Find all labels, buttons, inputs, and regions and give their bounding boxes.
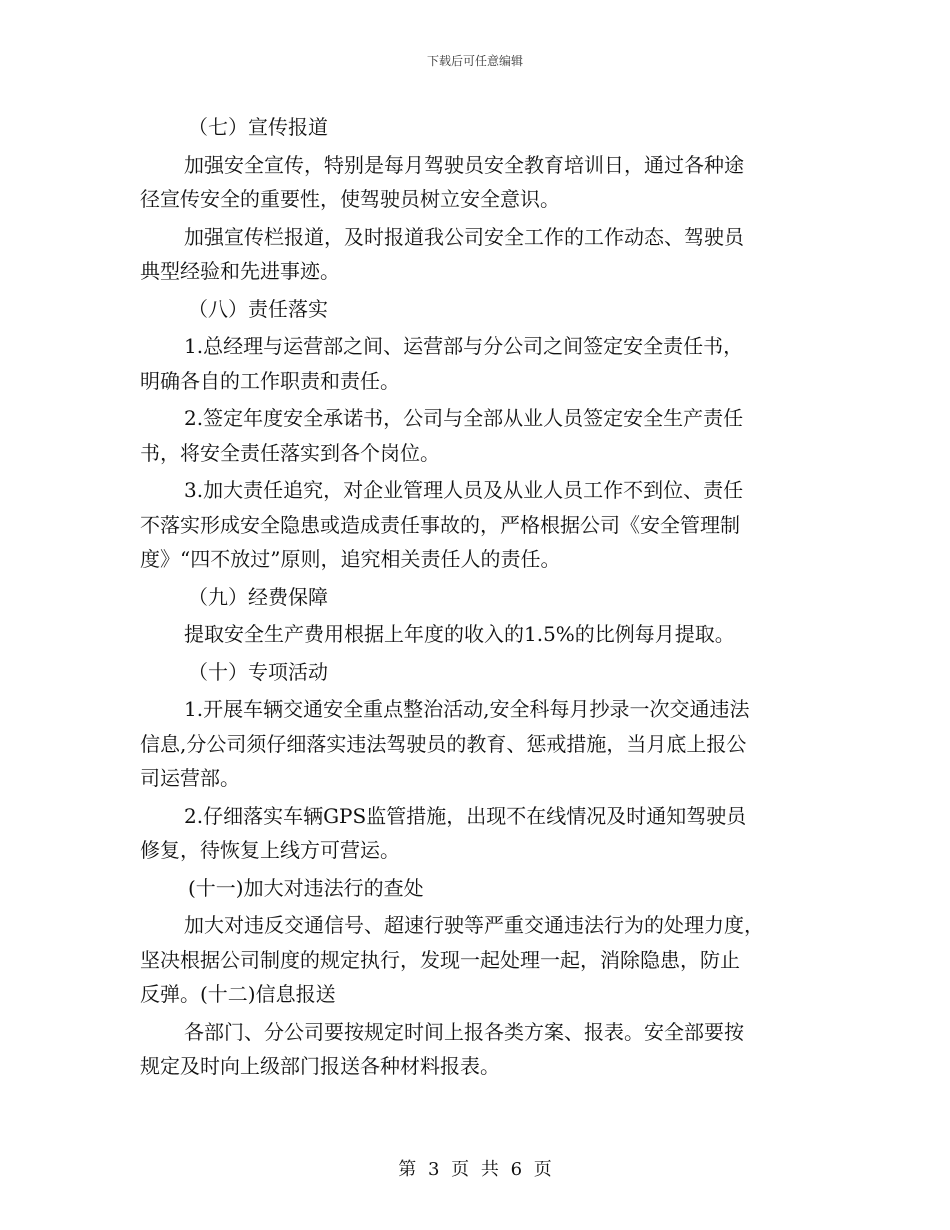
paragraph-line: 典型经验和先进事迹。 bbox=[140, 259, 340, 283]
paragraph-line: 反弹。(十二)信息报送 bbox=[140, 982, 336, 1006]
paragraph-line: 提取安全生产费用根据上年度的收入的1.5%的比例每月提取。 bbox=[184, 622, 735, 646]
paragraph-line: 1.总经理与运营部之间、运营部与分公司之间签定安全责任书， bbox=[184, 334, 744, 358]
paragraph-line: 2.签定年度安全承诺书，公司与全部从业人员签定安全生产责任 bbox=[184, 406, 744, 430]
paragraph-line: 信息,分公司须仔细落实违法驾驶员的教育、惩戒措施，当月底上报公 bbox=[140, 731, 747, 756]
paragraph-line: 不落实形成安全隐患或造成责任事故的，严格根据公司《安全管理制 bbox=[140, 512, 740, 537]
paragraph-line: 1.开展车辆交通安全重点整治活动,安全科每月抄录一次交通违法 bbox=[184, 697, 750, 721]
section-heading-enforcement: (十一)加大对违法行的查处 bbox=[188, 875, 424, 900]
section-heading-funding: （九）经费保障 bbox=[188, 584, 328, 609]
section-heading-special-activities: （十）专项活动 bbox=[188, 659, 328, 684]
document-body bbox=[140, 110, 806, 1084]
page-header: 下载后可任意编辑 bbox=[426, 54, 523, 68]
paragraph-line: 书，将安全责任落实到各个岗位。 bbox=[140, 440, 440, 465]
paragraph-line: 径宣传安全的重要性，使驾驶员树立安全意识。 bbox=[140, 187, 560, 211]
paragraph-line: 度》“四不放过”原则，追究相关责任人的责任。 bbox=[140, 547, 561, 571]
paragraph-line: 加强宣传栏报道，及时报道我公司安全工作的工作动态、驾驶员 bbox=[184, 224, 744, 249]
section-heading-responsibility: （八）责任落实 bbox=[188, 296, 328, 321]
page-number-footer: 第 3 页 共 6 页 bbox=[398, 1159, 552, 1180]
paragraph-line: 2.仔细落实车辆GPS监管措施，出现不在线情况及时通知驾驶员 bbox=[184, 803, 747, 828]
paragraph-line: 明确各自的工作职责和责任。 bbox=[140, 368, 400, 393]
paragraph-line: 司运营部。 bbox=[140, 766, 240, 790]
paragraph-line: 3.加大责任追究，对企业管理人员及从业人员工作不到位、责任 bbox=[184, 478, 744, 502]
paragraph-line: 修复，待恢复上线方可营运。 bbox=[140, 838, 400, 862]
paragraph-line: 加大对违反交通信号、超速行驶等严重交通违法行为的处理力度， bbox=[184, 913, 764, 937]
section-heading-publicity: （七）宣传报道 bbox=[188, 115, 328, 139]
paragraph-line: 规定及时向上级部门报送各种材料报表。 bbox=[140, 1054, 500, 1078]
paragraph-line: 坚决根据公司制度的规定执行，发现一起处理一起，消除隐患，防止 bbox=[140, 947, 740, 972]
paragraph-line: 各部门、分公司要按规定时间上报各类方案、报表。安全部要按 bbox=[184, 1019, 744, 1044]
paragraph-line: 加强安全宣传，特别是每月驾驶员安全教育培训日，通过各种途 bbox=[184, 152, 744, 177]
